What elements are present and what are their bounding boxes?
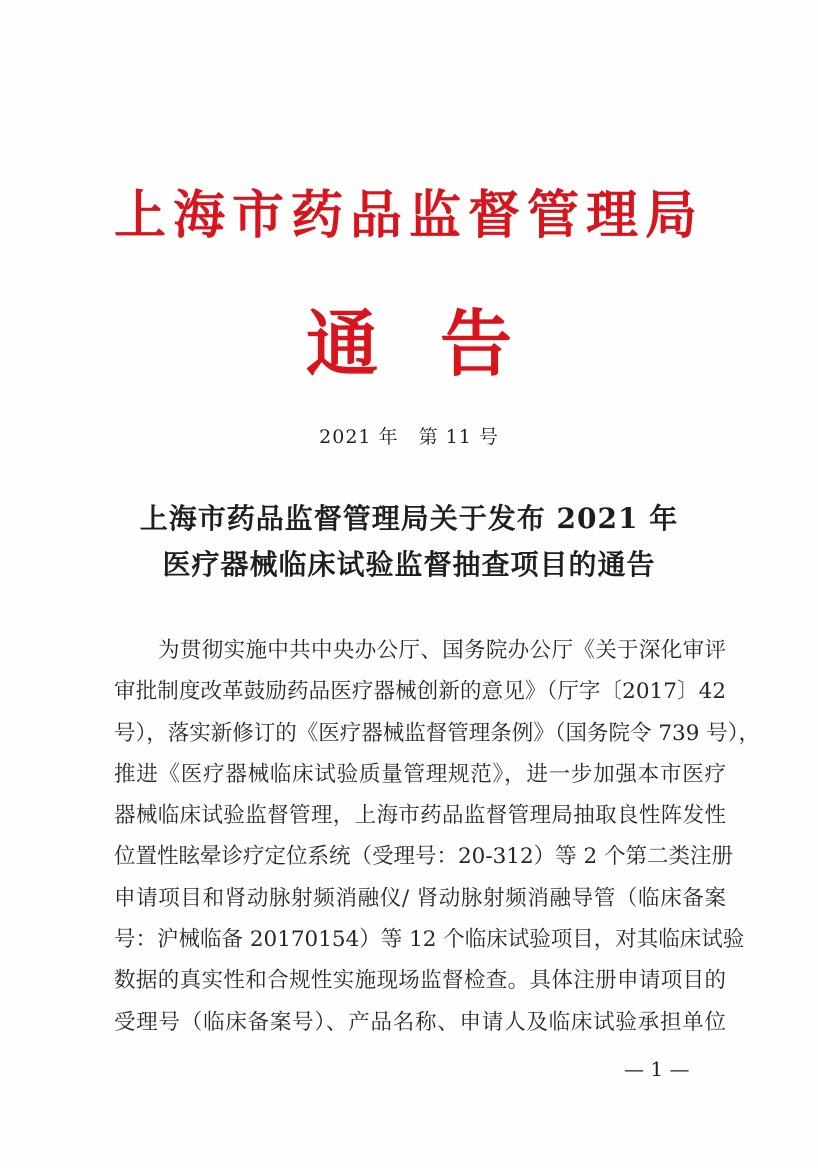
body-line: 推进《医疗器械临床试验质量管理规范》，进一步加强本市医疗 bbox=[114, 761, 726, 787]
body-line: 器械临床试验监督管理，上海市药品监督管理局抽取良性阵发性 bbox=[114, 803, 726, 829]
body-line: 申请项目和肾动脉射频消融仪/ 肾动脉射频消融导管（临床备案 bbox=[114, 885, 726, 911]
title-line-1: 上海市药品监督管理局关于发布 2021 年 bbox=[139, 502, 679, 535]
notice-type-char-1: 通 bbox=[305, 301, 378, 386]
document-title bbox=[0, 496, 818, 588]
body-line: 为贯彻实施中共中央办公厅、国务院办公厅《关于深化审评 bbox=[158, 638, 726, 663]
body-paragraph bbox=[114, 630, 760, 1043]
body-line: 号：沪械临备 20170154）等 12 个临床试验项目，对其临床试验 bbox=[114, 927, 745, 953]
document-number: 2021 年 第 11 号 bbox=[319, 426, 499, 448]
page-number: — 1 — bbox=[624, 1057, 690, 1081]
agency-header: 上海市药品监督管理局 bbox=[113, 185, 704, 246]
body-line: 号），落实新修订的《医疗器械监督管理条例》（国务院令 739 号）， bbox=[114, 720, 760, 746]
body-line: 审批制度改革鼓励药品医疗器械创新的意见》（厅字〔2017〕42 bbox=[114, 679, 726, 705]
notice-type-char-2: 告 bbox=[440, 301, 513, 386]
body-line: 受理号（临床备案号）、产品名称、申请人及临床试验承担单位 bbox=[114, 1009, 726, 1035]
body-line: 位置性眩晕诊疗定位系统（受理号：20-312）等 2 个第二类注册 bbox=[114, 844, 734, 870]
title-line-2: 医疗器械临床试验监督抽查项目的通告 bbox=[162, 548, 656, 581]
body-line: 数据的真实性和合规性实施现场监督检查。具体注册申请项目的 bbox=[114, 968, 726, 994]
notice-type-heading bbox=[0, 302, 818, 386]
